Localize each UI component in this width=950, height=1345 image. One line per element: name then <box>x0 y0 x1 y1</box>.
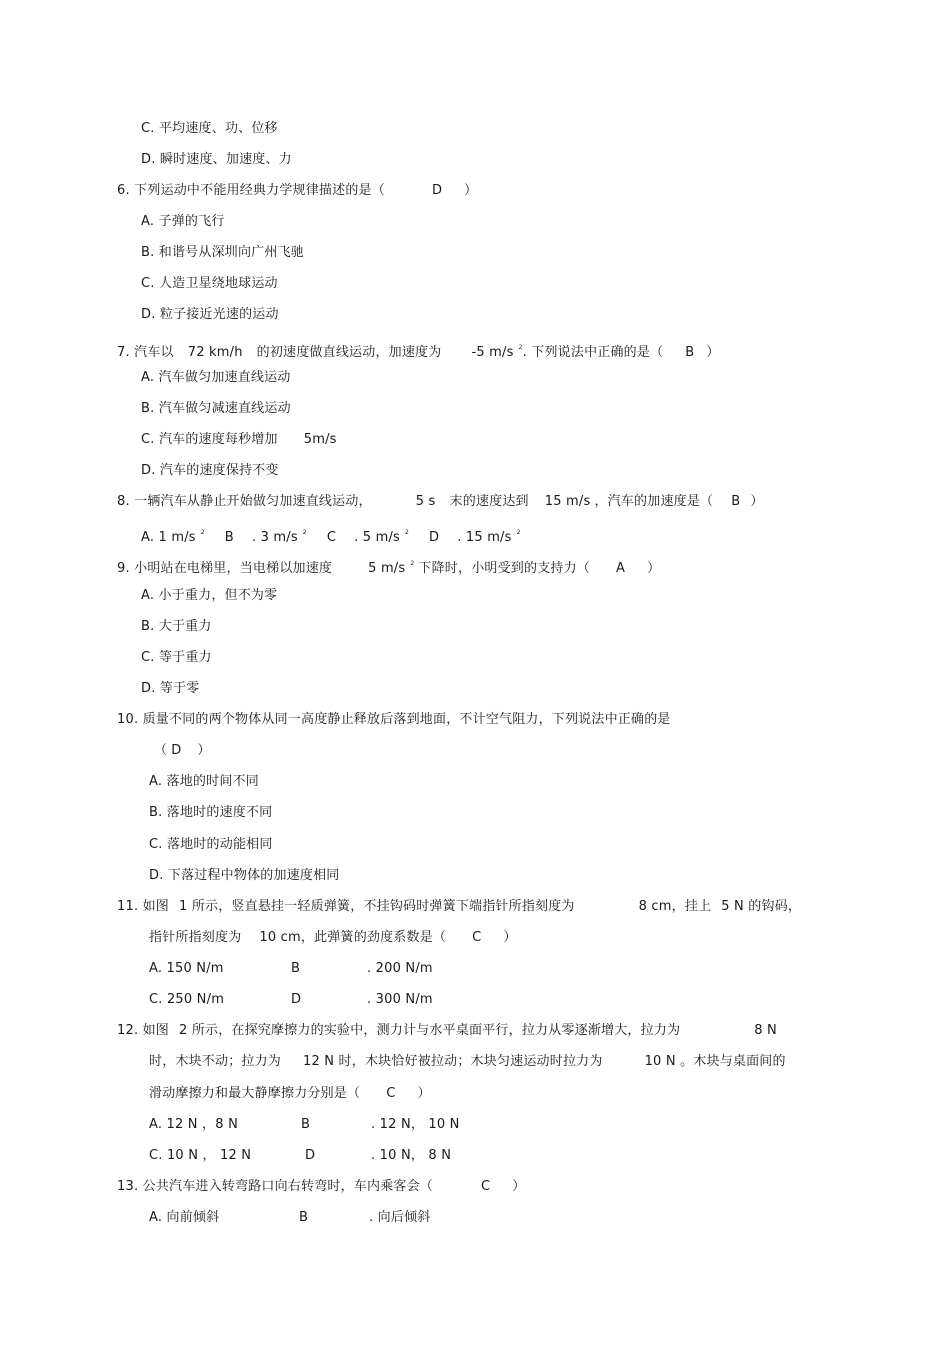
q9-option-a: A. 小于重力，但不为零 <box>141 588 278 603</box>
q8-stem-part2: 末的速度达到 <box>449 494 529 509</box>
q8-speed: 15 m/s <box>544 494 591 509</box>
q9-close-paren: ） <box>647 561 661 576</box>
q9-option-b: B. 大于重力 <box>141 619 212 634</box>
q12-option-a: A. 12 N ，8 N <box>149 1117 238 1132</box>
q7-stem-part1: 7. 汽车以 <box>117 345 174 360</box>
q8-option-a: A. 1 m/s <box>141 530 196 545</box>
q6-option-a: A. 子弹的飞行 <box>141 214 225 229</box>
q9-squared: 2 <box>410 560 415 567</box>
q8-option-d-letter: D <box>429 530 440 545</box>
q12-stem-line2-part3: 10 N 。木块与桌面间的 <box>644 1054 786 1069</box>
q10-answer-line <box>154 743 211 759</box>
q10-stem: 10. 质量不同的两个物体从同一高度静止释放后落到地面，不计空气阻力，下列说法中正确的是 <box>117 712 671 727</box>
q13-stem <box>117 1179 526 1195</box>
q12-stem-part1: 12. 如图 <box>117 1023 170 1038</box>
q12-option-d: . 10 N， 8 N <box>371 1148 452 1163</box>
q6-option-c: C. 人造卫星绕地球运动 <box>141 276 278 291</box>
q8-option-d-squared: 2 <box>516 529 521 536</box>
q7-stem <box>117 340 720 361</box>
q8-options <box>141 525 521 546</box>
q8-option-c-squared: 2 <box>405 529 410 536</box>
q5-option-d: D. 瞬时速度、加速度、力 <box>141 152 292 167</box>
q8-close-paren: ） <box>750 494 764 509</box>
q11-option-d-letter: D <box>291 992 302 1007</box>
q9-option-c: C. 等于重力 <box>141 650 212 665</box>
q8-option-c: . 5 m/s <box>354 530 400 545</box>
q11-stem-part1: 11. 如图 <box>117 899 170 914</box>
q8-time: 5 s <box>415 494 436 509</box>
q12-options-cd <box>149 1148 451 1164</box>
q12-answer: C <box>386 1086 396 1101</box>
q11-stem-line2-part1: 指针所指刻度为 <box>149 930 242 945</box>
q8-stem <box>117 494 764 510</box>
q10-option-b: B. 落地时的速度不同 <box>149 805 273 820</box>
q12-stem-line1 <box>117 1023 777 1039</box>
q7-speed: 72 km/h <box>187 345 243 360</box>
q11-option-c: C. 250 N/m <box>149 992 225 1007</box>
q7-squared: 2 <box>518 344 523 351</box>
q10-close-paren: ） <box>197 743 211 758</box>
q12-option-b-letter: B <box>301 1117 311 1132</box>
q7-option-b: B. 汽车做匀减速直线运动 <box>141 401 291 416</box>
q12-stem-line2-part1: 时，木块不动；拉力为 <box>149 1054 282 1069</box>
q7-stem-part2: 的初速度做直线运动，加速度为 <box>256 345 442 360</box>
q8-option-b: . 3 m/s <box>251 530 298 545</box>
q11-stem-line1 <box>117 899 801 915</box>
q12-stem-part2: 2 所示，在探究摩擦力的实验中，测力计与水平桌面平行，拉力从零逐渐增大，拉力为 <box>179 1023 681 1038</box>
q12-stem-line3-text: 滑动摩擦力和最大静摩擦力分别是（ <box>149 1086 361 1101</box>
q12-stem-line2 <box>149 1054 786 1070</box>
q9-stem-part1: 9. 小明站在电梯里，当电梯以加速度 <box>117 561 333 576</box>
q9-stem <box>117 556 660 577</box>
q8-answer: B <box>731 494 741 509</box>
q12-stem-line2-part2: 12 N 时，木块恰好被拉动；木块匀速运动时拉力为 <box>303 1054 603 1069</box>
q10-answer: D <box>171 743 182 758</box>
q10-open-paren: （ <box>154 743 168 758</box>
q11-option-b-letter: B <box>291 961 301 976</box>
q9-stem-part2: 下降时，小明受到的支持力（ <box>418 561 591 576</box>
q12-option-b: . 12 N， 10 N <box>371 1117 460 1132</box>
q8-option-b-squared: 2 <box>302 529 307 536</box>
q5-option-c: C. 平均速度、功、位移 <box>141 121 278 136</box>
q11-options-ab <box>149 961 433 977</box>
q11-options-cd <box>149 992 433 1008</box>
q7-acceleration: -5 m/s <box>471 345 514 360</box>
q8-option-b-letter: B <box>224 530 234 545</box>
q13-close-paren: ） <box>512 1179 526 1194</box>
q11-stem-part4: 5 N 的钩码， <box>721 899 802 914</box>
q13-option-a: A. 向前倾斜 <box>149 1210 220 1225</box>
q10-option-c: C. 落地时的动能相同 <box>149 837 273 852</box>
q12-close-paren: ） <box>417 1086 431 1101</box>
q11-stem-part2: 1 所示，竖直悬挂一轻质弹簧，不挂钩码时弹簧下端指针所指刻度为 <box>179 899 575 914</box>
q13-option-b: . 向后倾斜 <box>369 1210 431 1225</box>
q6-stem <box>117 183 477 199</box>
q9-acceleration: 5 m/s <box>368 561 406 576</box>
q11-option-b: . 200 N/m <box>367 961 433 976</box>
q12-stem-part3: 8 N <box>754 1023 777 1038</box>
q7-option-c-text: C. 汽车的速度每秒增加 <box>141 432 278 447</box>
q12-options-ab <box>149 1117 460 1133</box>
q7-option-d: D. 汽车的速度保持不变 <box>141 463 279 478</box>
q6-option-b: B. 和谐号从深圳向广州飞驰 <box>141 245 304 260</box>
q9-option-d: D. 等于零 <box>141 681 200 696</box>
q11-stem-part3: 8 cm，挂上 <box>638 899 712 914</box>
q12-option-d-letter: D <box>305 1148 316 1163</box>
q8-option-a-squared: 2 <box>200 529 205 536</box>
q7-answer: B <box>685 345 695 360</box>
q7-option-c-value: 5m/s <box>303 432 337 447</box>
q8-stem-part3: ，汽车的加速度是（ <box>594 494 714 509</box>
q13-stem-text: 13. 公共汽车进入转弯路口向右转弯时，车内乘客会（ <box>117 1179 434 1194</box>
q11-answer: C <box>472 930 482 945</box>
q8-option-c-letter: C <box>326 530 337 545</box>
q13-option-b-letter: B <box>299 1210 309 1225</box>
q6-option-d: D. 粒子接近光速的运动 <box>141 307 279 322</box>
q10-option-a: A. 落地的时间不同 <box>149 774 259 789</box>
q12-stem-line3 <box>149 1086 431 1102</box>
q6-stem-text: 6. 下列运动中不能用经典力学规律描述的是（ <box>117 183 385 198</box>
q10-option-d: D. 下落过程中物体的加速度相同 <box>149 868 340 883</box>
q7-option-c <box>141 432 337 448</box>
q11-stem-line2-part2: 10 cm，此弹簧的劲度系数是（ <box>259 930 447 945</box>
q11-option-d: . 300 N/m <box>367 992 433 1007</box>
q11-stem-line2 <box>149 930 517 946</box>
q8-stem-part1: 8. 一辆汽车从静止开始做匀加速直线运动， <box>117 494 372 509</box>
q7-close-paren: ） <box>706 345 720 360</box>
q8-option-d: . 15 m/s <box>457 530 512 545</box>
q7-option-a: A. 汽车做匀加速直线运动 <box>141 370 291 385</box>
q13-options-ab <box>149 1210 430 1226</box>
q6-answer: D <box>431 183 443 198</box>
q12-option-c: C. 10 N ， 12 N <box>149 1148 252 1163</box>
q13-answer: C <box>481 1179 491 1194</box>
q11-option-a: A. 150 N/m <box>149 961 224 976</box>
q6-close-paren: ） <box>464 183 478 198</box>
q11-close-paren: ） <box>503 930 517 945</box>
q7-stem-part3: . 下列说法中正确的是（ <box>522 345 664 360</box>
q9-answer: A <box>616 561 626 576</box>
